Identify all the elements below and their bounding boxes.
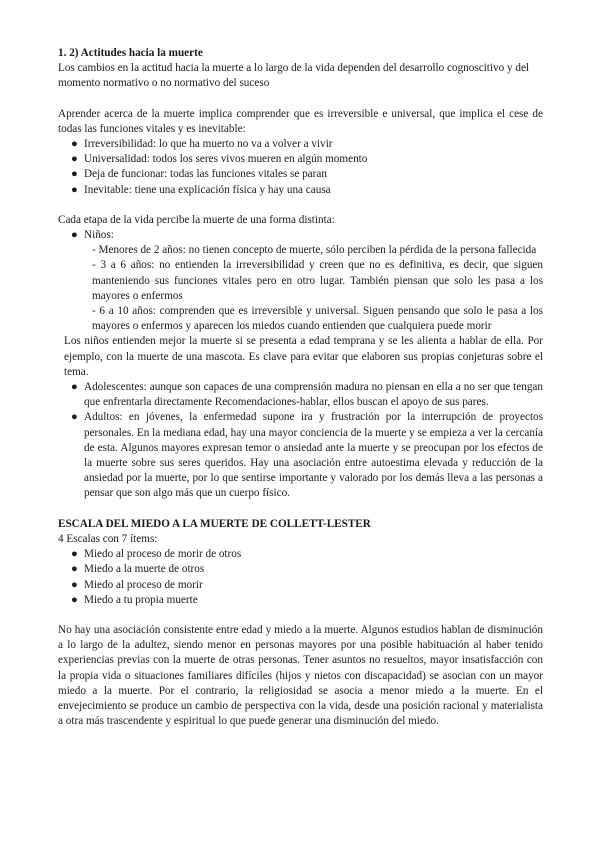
scales-list [58,547,543,608]
stages-intro: Cada etapa de la vida percibe la muerte de una forma distinta: [58,213,335,226]
stages-list-continued [58,380,543,502]
list-item: ● Miedo a tu propia muerte [84,593,543,608]
bullet-icon: ● [71,548,78,561]
bullet-icon: ● [71,411,78,424]
subitem-3-to-6: - 3 a 6 años: no entienden la irreversibilidad y creen que no es definitiva, es decir, que siguen manteniendo sus funciones vitales pero en otro lugar. También piensan que solo les pasa a los mayores o enfermos [92,259,543,302]
learn-paragraph: Aprender acerca de la muerte implica comprender que es irreversible e universal, que implica el cese de todas las funciones vitales y es inevitable: [58,107,543,135]
bullet-icon: ● [71,381,78,394]
section-title-actitudes: 1. 2) Actitudes hacia la muerte [58,47,203,59]
list-item-adolescents: ● Adolescentes: aunque son capaces de una comprensión madura no piensan en ella a no ser que tengan que enfrentarla directamente Recomendaciones-hablar, ellos buscan el apoyo de sus pares. [71,381,543,409]
list-item-children: ● Niños: [84,228,543,243]
list-item: ● Inevitable: tiene una explicación física y hay una causa [84,183,543,198]
bullet-icon: ● [71,138,78,151]
death-properties-list [58,137,543,198]
children-note: Los niños entienden mejor la muerte si se presenta a edad temprana y se les alienta a hablar de ella. Por ejemplo, con la muerte de una mascota. Es clave para evitar que elaboren sus propias conjeturas sobre el tema. [64,335,543,378]
bullet-icon: ● [71,593,78,606]
list-item: ● Irreversibilidad: lo que ha muerto no va a volver a vivir [84,137,543,152]
intro-paragraph: Los cambios en la actitud hacia la muerte a lo largo de la vida dependen del desarrollo cognoscitivo y del momento normativo o no normativo del suceso [58,62,530,90]
list-item: ● Universalidad: todos los seres vivos mueren en algún momento [84,152,543,167]
bullet-icon: ● [71,168,78,181]
children-subitems [58,243,543,334]
bullet-icon: ● [71,153,78,166]
subitem-6-to-10: - 6 a 10 años: comprenden que es irreversible y universal. Siguen pensando que solo le pasa a los mayores o enfermos y aparecen los miedos cuando entienden que cualquiera puede morir [92,305,543,333]
list-item: ● Miedo al proceso de morir [84,578,543,593]
bullet-icon: ● [71,563,78,576]
bullet-icon: ● [71,229,78,242]
list-item: ● Deja de funcionar: todas las funciones vitales se paran [84,167,543,182]
subitem-under-2: - Menores de 2 años: no tienen concepto de muerte, sólo perciben la pérdida de la persona fallecida [92,244,537,257]
conclusion-paragraph: No hay una asociación consistente entre edad y miedo a la muerte. Algunos estudios hablan de disminución a lo largo de la adultez, siendo menor en personas mayores por una posible habituación al haber tenido experiencias previas con la muerte de otras personas. Tener asuntos no resueltos, mayor insatisfacción con la propia vida o situaciones familiares difíciles (hijos y nietos con discapacidad) se asocian con un mayor miedo a la muerte. Por el contrario, la religiosidad se asocia a menor miedo a la muerte. En el envejecimiento se produce un cambio de perspectiva con la vida, desde una posición racional y materialista a otra más trascendente y espiritual lo que puede generar una disminución del miedo. [58,623,543,728]
list-item-adults: ● Adultos: en jóvenes, la enfermedad supone ira y frustración por la interrupción de proyectos personales. En la mediana edad, hay una mayor conciencia de la muerte y se empieza a ver la cercanía de esta. Algunos mayores expresan temor o ansiedad ante la muerte y se preocupan por los efectos de la muerte sobre sus seres queridos. Hay una asociación entre autoestima elevada y reducción de la ansiedad por la muerte, por lo que sentirse importante y valorado por los demás lleva a las personas a pensar que son algo más que un cuerpo físico. [71,411,543,500]
list-item: ● Miedo a la muerte de otros [84,562,543,577]
section-title-escala: ESCALA DEL MIEDO A LA MUERTE DE COLLETT-LESTER [58,517,371,530]
bullet-icon: ● [71,183,78,196]
bullet-icon: ● [71,578,78,591]
stages-list [58,228,543,243]
list-item: ● Miedo al proceso de morir de otros [84,547,543,562]
scales-subtitle: 4 Escalas con 7 ítems: [58,532,158,545]
